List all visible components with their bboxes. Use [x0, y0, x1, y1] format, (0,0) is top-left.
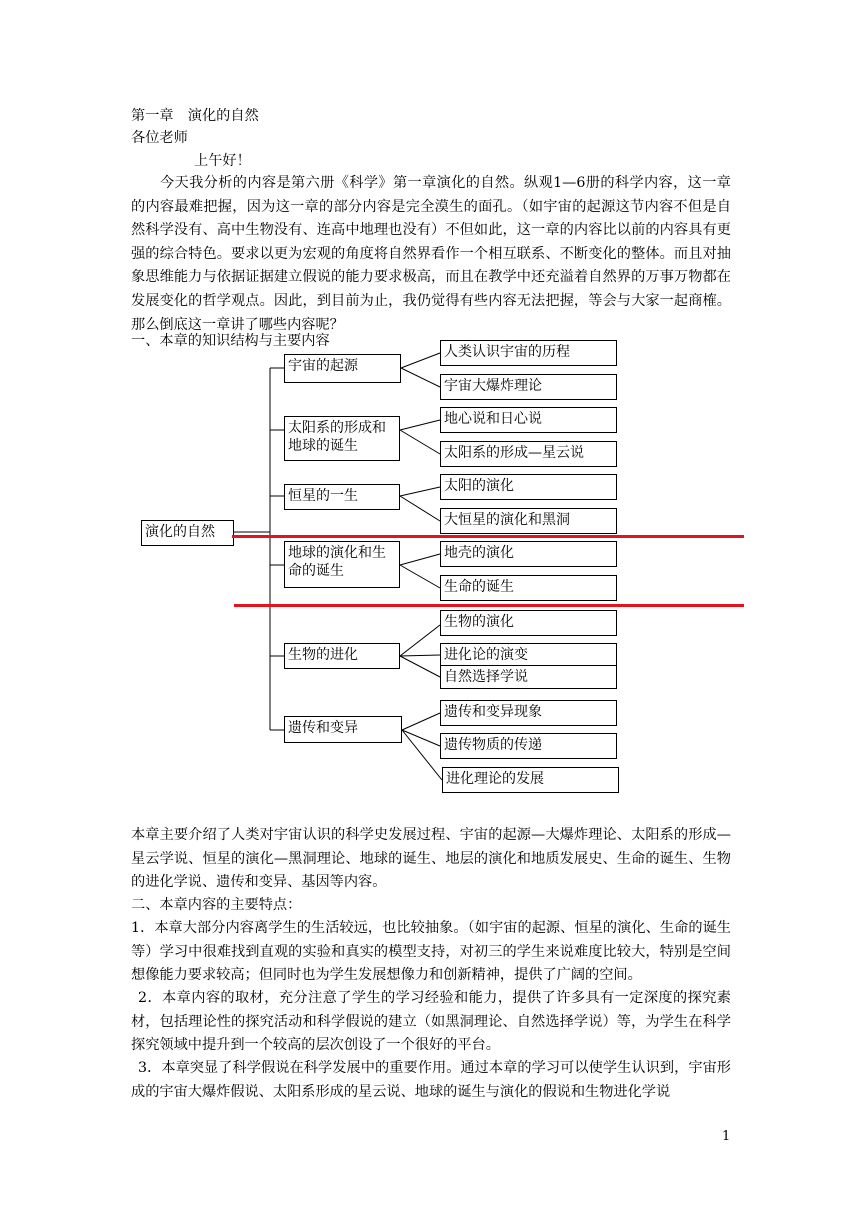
subtopic-node: 进化理论的发展 [442, 767, 619, 793]
subtopic-node: 遗传物质的传递 [440, 733, 617, 759]
page-number: 1 [722, 1129, 731, 1144]
topic-node-heredity: 遗传和变异 [284, 716, 402, 743]
greeting: 上午好！ [194, 153, 251, 169]
feature-point-3: 3．本章突显了科学假说在科学发展中的重要作用。通过本章的学习可以使学生认识到，宇宙形成的宇宙大爆炸假说、太阳系形成的星云说、地球的诞生与演化的假说和生物进化学说 [131, 1060, 731, 1100]
greeting-recipient: 各位老师 [131, 130, 188, 146]
feature-point-1: 1．本章大部分内容离学生的生活较远，也比较抽象。（如宇宙的起源、恒星的演化、生命的诞生等）学习中很难找到直观的实验和真实的模型支持，对初三的学生来说难度比较大，特别是空间想像能力要求较高；但同时也为学生发展想像力和创新精神，提供了广阔的空间。 [131, 920, 731, 984]
highlight-line-top [232, 535, 744, 538]
section-heading-structure: 一、本章的知识结构与主要内容 [131, 333, 330, 349]
topic-node-universe-origin: 宇宙的起源 [284, 354, 401, 383]
subtopic-node: 大恒星的演化和黑洞 [440, 508, 617, 534]
highlight-line-bottom [234, 604, 744, 607]
topic-node-star-life: 恒星的一生 [284, 484, 400, 510]
subtopic-node: 太阳系的形成—星云说 [440, 441, 617, 467]
subtopic-node: 太阳的演化 [440, 474, 617, 500]
topic-node-evolution: 生物的进化 [284, 643, 400, 669]
diagram-root-node: 演化的自然 [141, 520, 234, 546]
feature-point-2: 2．本章内容的取材，充分注意了学生的学习经验和能力，提供了许多具有一定深度的探究素材，包括理论性的探究活动和科学假说的建立（如黑洞理论、自然选择学说）等，为学生在科学探究领域中提升到一个较高的层次创设了一个很好的平台。 [131, 990, 731, 1054]
subtopic-node: 宇宙大爆炸理论 [440, 374, 617, 400]
topic-node-earth-life: 地球的演化和生命的诞生 [284, 541, 400, 588]
summary-paragraph: 本章主要介绍了人类对宇宙认识的科学史发展过程、宇宙的起源—大爆炸理论、太阳系的形成—星云学说、恒星的演化—黑洞理论、地球的诞生、地层的演化和地质发展史、生命的诞生、生物的进化学说、遗传和变异、基因等内容。 [131, 827, 731, 891]
topic-node-solar-system: 太阳系的形成和地球的诞生 [284, 416, 400, 461]
section-heading-features: 二、本章内容的主要特点： [131, 897, 302, 913]
subtopic-node: 生物的演化 [440, 610, 617, 636]
subtopic-node: 地壳的演化 [440, 541, 617, 567]
subtopic-node: 遗传和变异现象 [440, 700, 617, 726]
subtopic-node: 人类认识宇宙的历程 [440, 340, 617, 366]
subtopic-node: 自然选择学说 [440, 665, 617, 689]
subtopic-node: 地心说和日心说 [440, 407, 617, 433]
chapter-title: 第一章 演化的自然 [131, 108, 259, 124]
intro-paragraph: 今天我分析的内容是第六册《科学》第一章演化的自然。纵观1—6册的科学内容，这一章的内容最难把握，因为这一章的部分内容是完全漠生的面孔。（如宇宙的起源这节内容不但是自然科学没有、高中生物没有、连高中地理也没有）不但如此，这一章的内容比以前的内容具有更强的综合特色。要求以更为宏观的角度将自然界看作一个相互联系、不断变化的整体。而且对抽象思维能力与依据证据建立假说的能力要求极高，而且在教学中还充溢着自然界的万事万物都在发展变化的哲学观点。因此，到目前为止，我仍觉得有些内容无法把握，等会与大家一起商榷。那么倒底这一章讲了哪些内容呢？ [131, 175, 731, 333]
subtopic-node: 进化论的演变 [440, 643, 617, 667]
subtopic-node: 生命的诞生 [440, 575, 617, 601]
